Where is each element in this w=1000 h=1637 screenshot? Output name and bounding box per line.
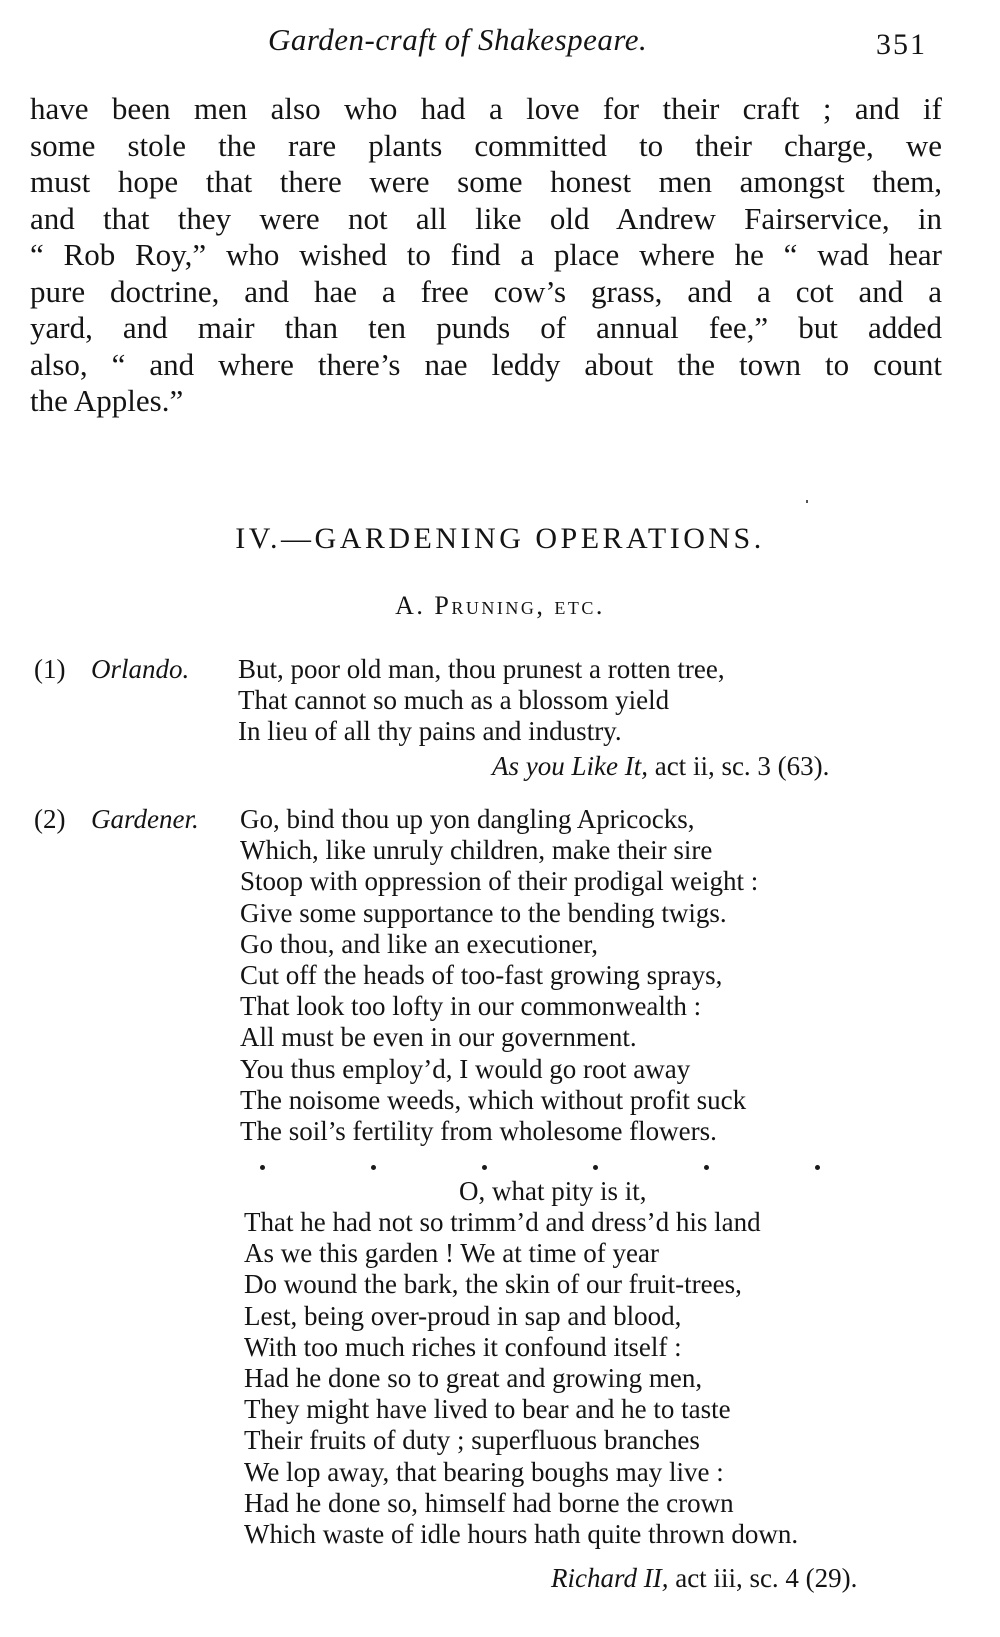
section-subheading: A. Pruning, etc. xyxy=(395,591,605,620)
quote-2-citation xyxy=(551,1563,857,1594)
verse-line: Stoop with oppression of their prodigal weight : xyxy=(240,866,759,897)
quote-1-citation xyxy=(492,751,829,782)
verse-line: The soil’s fertility from wholesome flowers. xyxy=(240,1116,717,1147)
verse-line: That he had not so trimm’d and dress’d his land xyxy=(244,1207,761,1237)
quote-2-number: (2) xyxy=(34,804,66,834)
verse-line: Lest, being over-proud in sap and blood, xyxy=(244,1300,682,1331)
prose-line: also, “ and where there’s nae leddy about the town to count xyxy=(30,346,942,382)
print-speck xyxy=(806,500,808,503)
verse-line: But, poor old man, thou prunest a rotten tree, xyxy=(238,654,725,684)
verse-line: Had he done so, himself had borne the crown xyxy=(244,1487,734,1518)
prose-line: the Apples.” xyxy=(30,383,184,418)
prose-line: have been men also who had a love for their craft ; and if xyxy=(30,91,942,126)
verse-line: All must be even in our government. xyxy=(240,1022,637,1053)
verse-line: Which, like unruly children, make their sire xyxy=(240,835,713,866)
omission-dot xyxy=(482,1165,487,1170)
verse-line: Had he done so to great and growing men, xyxy=(244,1363,703,1394)
omission-dots xyxy=(260,1165,820,1170)
section-heading: IV.—GARDENING OPERATIONS. xyxy=(235,522,765,555)
verse-line: Go, bind thou up yon dangling Apricocks, xyxy=(240,804,695,834)
verse-line: In lieu of all thy pains and industry. xyxy=(238,716,622,747)
quote-1-speaker: Orlando. xyxy=(91,654,190,684)
omission-dot xyxy=(371,1165,376,1170)
citation-reference: act iii, sc. 4 (29). xyxy=(668,1563,858,1593)
page-number: 351 xyxy=(876,28,927,61)
omission-dot xyxy=(704,1165,709,1170)
prose-line: “ Rob Roy,” who wished to find a place where he “ wad hear xyxy=(30,237,942,272)
verse-line: Cut off the heads of too-fast growing sprays, xyxy=(240,960,723,991)
verse-line: Go thou, and like an executioner, xyxy=(240,928,599,959)
verse-line: They might have lived to bear and he to taste xyxy=(244,1394,731,1425)
omission-dot xyxy=(260,1165,265,1170)
quote-2-resume-line: O, what pity is it, xyxy=(459,1176,647,1206)
verse-line: The noisome weeds, which without profit suck xyxy=(240,1084,747,1115)
quote-2-verse-part-2 xyxy=(244,1207,798,1550)
quote-2-verse-part-1 xyxy=(240,804,758,1147)
verse-line: With too much riches it confound itself : xyxy=(244,1331,682,1362)
verse-line: Their fruits of duty ; superfluous branches xyxy=(244,1425,700,1456)
citation-reference: act ii, sc. 3 (63). xyxy=(647,751,830,781)
prose-line: some stole the rare plants committed to their charge, we xyxy=(30,127,942,163)
omission-dot xyxy=(815,1165,820,1170)
verse-line: Do wound the bark, the skin of our fruit-trees, xyxy=(244,1269,742,1300)
verse-line: Give some supportance to the bending twigs. xyxy=(240,897,727,928)
verse-line: You thus employ’d, I would go root away xyxy=(240,1053,691,1084)
running-title: Garden-craft of Shakespeare. xyxy=(268,22,648,57)
omission-dot xyxy=(593,1165,598,1170)
citation-work: As you Like It, xyxy=(492,751,648,781)
prose-line: and that they were not all like old Andrew Fairservice, in xyxy=(30,200,942,236)
prose-line: pure doctrine, and hae a free cow’s grass, and a cot and a xyxy=(30,273,942,309)
verse-line: That cannot so much as a blossom yield xyxy=(238,685,670,716)
quote-2-speaker: Gardener. xyxy=(91,804,199,834)
verse-line: We lop away, that bearing boughs may live : xyxy=(244,1456,724,1487)
quote-1-number: (1) xyxy=(34,654,66,684)
verse-line: That look too lofty in our commonwealth : xyxy=(240,991,702,1022)
prose-paragraph xyxy=(30,91,942,420)
verse-line: As we this garden ! We at time of year xyxy=(244,1238,659,1269)
prose-line: yard, and mair than ten punds of annual fee,” but added xyxy=(30,310,942,345)
prose-line: must hope that there were some honest men amongst them, xyxy=(30,164,942,199)
citation-work: Richard II, xyxy=(551,1563,669,1593)
verse-line: Which waste of idle hours hath quite thrown down. xyxy=(244,1519,799,1550)
quote-1-verse xyxy=(238,654,725,748)
